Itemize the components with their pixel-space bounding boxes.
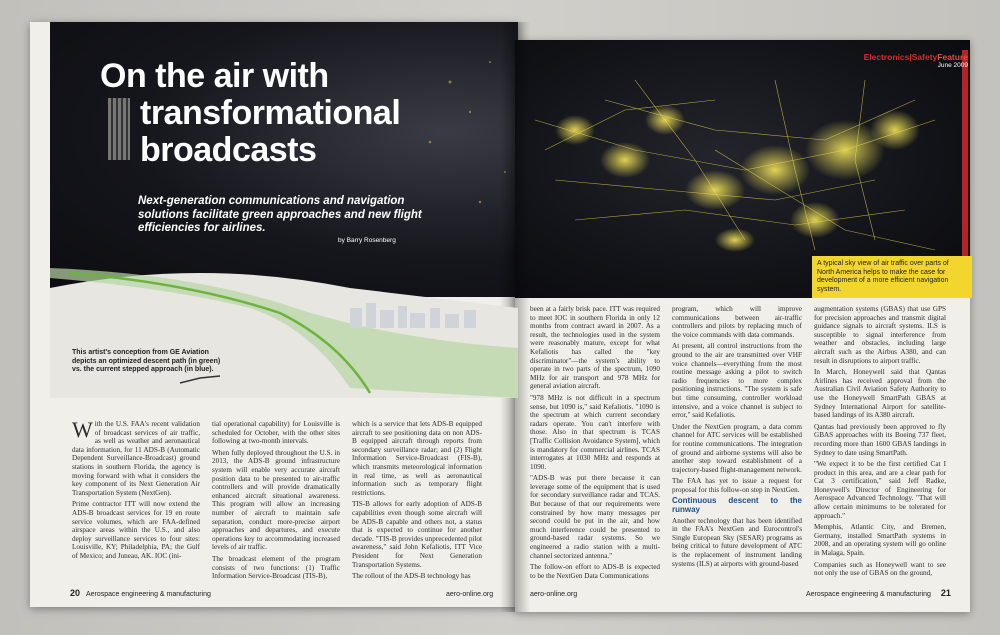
- paragraph: In March, Honeywell said that Qantas Airlines has received approval from the Australian Civil Aviation Safety Authority to use the Honeywell SmartPath GBAS at Sydney International Airport for satellite-based landings of its A380 aircraft.: [814, 368, 946, 420]
- paragraph: Qantas had previously been approved to fly GBAS approaches with its Boeing 737 fleet, recording more than 1600 GBAS landings in Sydney to date using SmartPath.: [814, 422, 946, 457]
- paragraph: The follow-on effort to ADS-B is expected to be the NextGen Data Communications: [530, 563, 660, 580]
- paragraph: ith the U.S. FAA's recent validation of broadcast services of air traffic, as well as weather and aeronautical data information, for 11 ADS-B (Automatic Dependent Surveillance-Broadcast) ground stations in southern Florida, the agency is moving forward with what it considers the key component of its Next Generation Air Transportation System (NextGen).: [72, 420, 200, 497]
- title-line-1: On the air with: [100, 57, 329, 95]
- paragraph: Companies such as Honeywell want to see not only the use of GBAS on the ground,: [814, 560, 946, 578]
- title-line-3: broadcasts: [140, 131, 317, 169]
- right-footer: [806, 588, 951, 598]
- paragraph: At present, all control instructions from the ground to the air are transmitted over VHF voice channels—everything from the most routine message asking a pilot to switch radio frequencies to more complex positioning instructions. "The system is safe but time consuming, controller workload intensive, and a voice channel is subject to error," said Kefaliotis.: [672, 342, 802, 420]
- article-deck: Next-generation communications and navigation solutions facilitate green approaches and new flight efficiencies for airlines.: [138, 195, 422, 234]
- drop-cap: W: [72, 420, 93, 442]
- right-footer-url: aero-online.org: [530, 591, 578, 598]
- right-column-1: [530, 305, 660, 585]
- paragraph: which is a service that lets ADS-B equipped aircraft to see positioning data on non ADS-B equipped aircraft through reports from secondary surveillance radar; and (2) Flight Information Service-Broadcast (FIS-B), which transmits meteorological information in real time, as well as aeronautical information such as temporary flight restrictions.: [352, 420, 482, 497]
- descent-path-illustration: [50, 248, 518, 398]
- left-column-3: [352, 420, 482, 585]
- paragraph: been at a fairly brisk pace. ITT was required to meet IOC in southern Florida in only 12 months from contract award in 2007. As a result, the technologies used in the system were reasonably mature, except for what Kefaliotis has called the "key discriminator"—the system's ability to operate in two parts of the spectrum, 1090 MHz for air transport and 978 MHz for general aviation aircraft.: [530, 305, 660, 391]
- paragraph: Another technology that has been identified in the FAA's NextGen and Eurocontrol's Single European Sky (SESAR) programs as being critical to future development of ATC is the replacement of instrument landing systems (ILS) at airports with ground-based: [672, 516, 802, 568]
- article-byline: by Barry Rosenberg: [338, 237, 396, 244]
- paragraph: augmentation systems (GBAS) that use GPS for precision approaches and transmit digital guidance signals to aircraft systems. ILS is susceptible to signal interference from weather and obstacles, including large aircraft such as the Airbus A380, and can result in disruptions to airport traffic.: [814, 305, 946, 365]
- title-line-2: transformational: [140, 94, 401, 132]
- paragraph: Under the NextGen program, a data comm channel for ATC services will be established for routine communications. The integration of ground and airborne systems will also be another step toward establishment of a trajectory-based flight-management network.: [672, 422, 802, 474]
- paragraph: When fully deployed throughout the U.S. in 2013, the ADS-B ground infrastructure system will enable very accurate aircraft position data to be presented to air-traffic controllers and will provide dramatically enhanced aircraft situational awareness. This program will allow an increasing number of aircraft to maintain safe separation, conduct more-precise airport approaches and departures, and execute operations key to accommodating increased levels of air traffic.: [212, 448, 340, 552]
- illustration-caption: This artist's conception from GE Aviation depicts an optimized descent path (in green) vs. the current stepped approach (in blue).: [72, 349, 221, 373]
- paragraph: Memphis, Atlantic City, and Bremen, Germany, installed SmartPath systems in 2008, and an operating system will go online in Malaga, Spain.: [814, 523, 946, 558]
- subheading: Continuous descent to the runway: [672, 496, 802, 515]
- descent-path-art: [50, 248, 518, 398]
- section-badge: [808, 52, 968, 69]
- paragraph: tial operational capability) for Louisville is scheduled for October, with the other sites following at two-month intervals.: [212, 420, 340, 446]
- paragraph: The broadcast element of the program consists of two functions: (1) Traffic Information Service-Broadcast (TIS-B),: [212, 554, 340, 581]
- section-date: June 2009: [937, 62, 968, 69]
- paragraph: "978 MHz is not difficult in a spectrum sense, but 1090 is," said Kefaliotis. "1090 is the spectrum at which current secondary radars operate. You can't interfere with those. Also in that spectrum is TCAS [Traffic Collision Avoidance System], which is mandatory for commercial airlines. TCAS interrogates at 1030 MHz and responds at 1090.: [530, 393, 660, 471]
- map-caption: A typical sky view of air traffic over parts of North America helps to make the case for development of a more efficient navigation system.: [812, 256, 972, 298]
- left-page-number: 20: [70, 588, 81, 598]
- paragraph: The FAA has yet to issue a request for proposal for this follow-on step in NextGen.: [672, 477, 802, 494]
- paragraph: "We expect it to be the first certified Cat I product in this area, and are a clear path for Cat 3 certification," said Jeff Radke, Honeywell's Director of Engineering for Aerospace Advanced Technology. "That will allow certain minimums to be tolerated for approach.": [814, 460, 946, 520]
- paragraph: Prime contractor ITT will now extend the ADS-B broadcast services for 19 en route service volumes, which are FAA-defined airspace areas within the U.S., and also deploy surveillance services to four sites: Louisville, KY; Philadelphia, PA; the Gulf of Mexico; and Juneau, AK. IOC (ini-: [72, 500, 200, 560]
- paragraph: The rollout of the ADS-B technology has: [352, 572, 471, 581]
- right-page-number: 21: [940, 588, 951, 598]
- left-magazine-name: Aerospace engineering & manufacturing: [85, 591, 211, 598]
- left-footer-url: aero-online.org: [446, 591, 494, 598]
- paragraph: program, which will improve communications between air-traffic controllers and pilots by replacing much of the voice commands with data commands.: [672, 305, 802, 339]
- right-column-3: [814, 305, 946, 585]
- paragraph: TIS-B allows for early adoption of ADS-B capabilities even though some aircraft will be ADS-B capable and others not, a status that is expected to continue for another decade. "TIS-B provides unprecedented pilot awareness," said John Kefaliotis, ITT Vice President for Next Generation Transportation Systems.: [352, 500, 482, 569]
- paragraph: "ADS-B was put there because it can leverage some of the equipment that is used for secondary surveillance radar and TCAS. But because of that our requirements were constrained by how many messages per second could be put in the air, and how much interference could be presented to ground-based radar systems. So we engineered a radio station with a multi-channel sectorized antenna.": [530, 474, 660, 560]
- left-column-2: [212, 420, 340, 585]
- right-magazine-name: Aerospace engineering & manufacturing: [806, 591, 931, 598]
- left-column-1: [72, 420, 200, 585]
- section-label: Electronics|SafetyFeature: [863, 52, 968, 62]
- page-edge-tab: [962, 50, 968, 290]
- article-title: [100, 57, 401, 169]
- right-column-2: [672, 305, 802, 585]
- left-footer: [70, 588, 211, 598]
